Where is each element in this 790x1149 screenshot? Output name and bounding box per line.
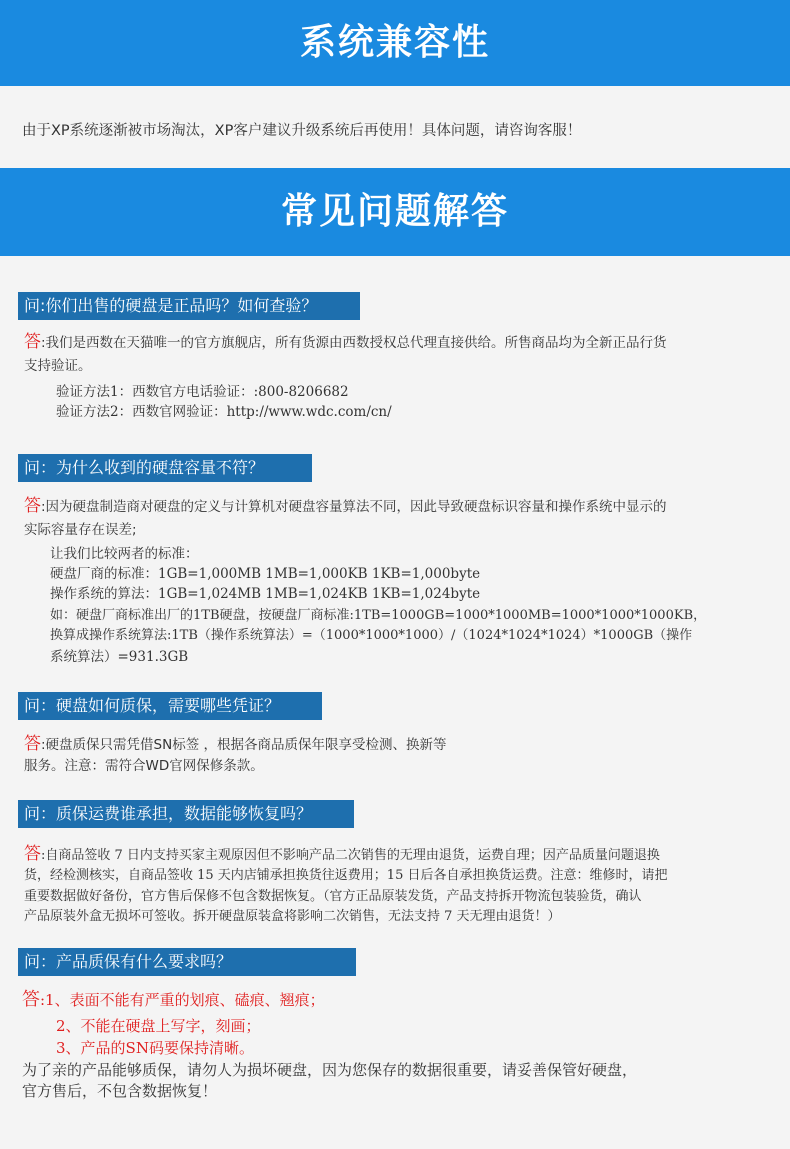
- faq-answer-1: 答:我们是西数在天猫唯一的官方旗舰店，所有货源由西数授权总代理直接供给。所售商品均为全新正品行货 支持验证。 验证方法1：西数官方电话验证：:800-8206682 验证方法2：西数官网验证：http://www.wdc.com/cn/: [24, 332, 667, 420]
- faq-title-banner: [0, 168, 790, 256]
- answer-prefix: 答: [24, 332, 41, 352]
- faq-answer-3: 答:硬盘质保只需凭借SN标签 ，根据各商品质保年限享受检测、换新等 服务。注意：需符合WD官网保修条款。: [24, 734, 447, 774]
- faq-title: 常见问题解答: [280, 191, 509, 232]
- faq-question-5: 问：产品质保有什么要求吗？: [18, 948, 356, 976]
- answer-prefix: 答: [24, 734, 41, 754]
- faq-question-3: 问：硬盘如何质保，需要哪些凭证？: [18, 692, 322, 720]
- faq-question-4: 问：质保运费谁承担，数据能够恢复吗？: [18, 800, 354, 828]
- faq-answer-4: 答:自商品签收 7 日内支持买家主观原因但不影响产品二次销售的无理由退货，运费自理；因产品质量问题退换 货，经检测核实，自商品签收 15 天内店铺承担换货往返费用；15 日后各自承担换货运费。注意：维修时，请把 重要数据做好备份，官方售后保修不包含数据恢复。（官方正品原装发货，产品支持拆开物流包装验货，确认 产品原装外盒无损坏可签收。拆开硬盘原装盒将影响二次销售，无法支持 7 天无理由退货！）: [24, 844, 668, 924]
- faq-question-1: 问:你们出售的硬盘是正品吗？如何查验？: [18, 292, 360, 320]
- compat-title-banner: [0, 0, 790, 86]
- compat-title: 系统兼容性: [299, 22, 490, 63]
- compat-note: 由于XP系统逐渐被市场淘汰，XP客户建议升级系统后再使用！具体问题，请咨询客服！: [22, 123, 582, 139]
- faq-question-2: 问：为什么收到的硬盘容量不符？: [18, 454, 312, 482]
- faq-answer-2: 答:因为硬盘制造商对硬盘的定义与计算机对硬盘容量算法不同，因此导致硬盘标识容量和操作系统中显示的 实际容量存在误差; 让我们比较两者的标准： 硬盘厂商的标准：1GB=1,000MB 1MB=1,000KB 1KB=1,000byte 操作系统的算法：1GB=1,024MB 1MB=1,024KB 1KB=1,024byte 如：硬盘厂商标准出厂的1TB硬盘，按硬盘厂商标准:1TB=1000GB=1000*1000MB=1000*1000*1000KB， 换算成操作系统算法:1TB（操作系统算法）=（1000*1000*1000）/（1024*1024*1024）*1000GB（操作 系统算法）=931.3GB: [24, 496, 707, 665]
- answer-prefix: 答: [24, 844, 41, 864]
- answer-prefix: 答: [22, 989, 40, 1010]
- faq-answer-5: 答:1、表面不能有严重的划痕、磕痕、翘痕； 2、不能在硬盘上写字，刻画； 3、产品的SN码要保持清晰。 为了亲的产品能够质保，请勿人为损坏硬盘，因为您保存的数据很重要，请妥善保管好硬盘， 官方售后，不包含数据恢复！: [22, 989, 638, 1100]
- answer-prefix: 答: [24, 496, 41, 516]
